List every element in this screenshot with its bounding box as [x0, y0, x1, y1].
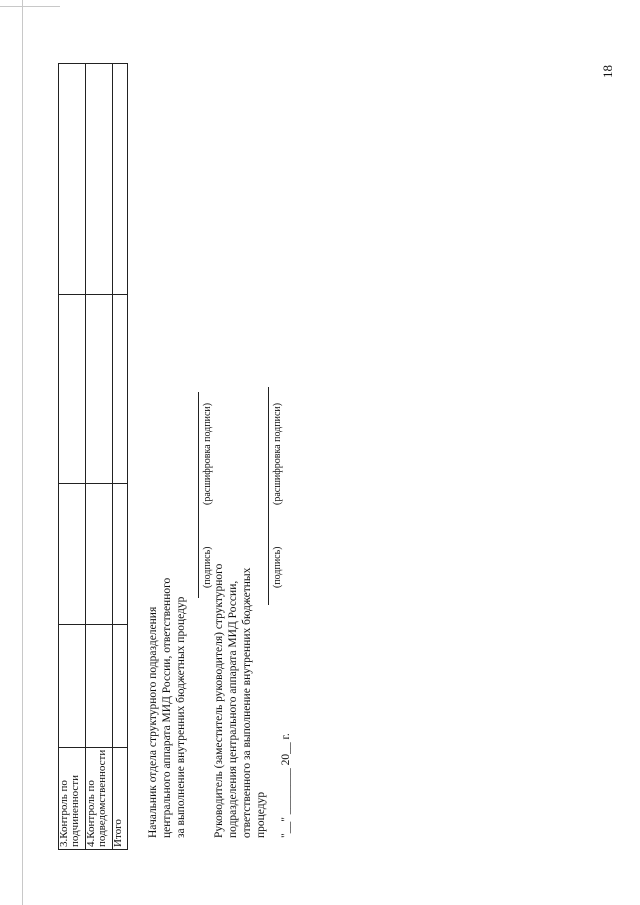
top-edge-line	[0, 6, 60, 7]
table-cell	[113, 294, 128, 483]
text-line: Руководитель (заместитель руководителя) структурного	[213, 563, 225, 838]
table-cell	[59, 483, 86, 624]
table-row	[86, 63, 113, 849]
decoding-caption: (расшифровка подписи)	[202, 402, 213, 505]
table-cell	[113, 624, 128, 747]
table-row	[113, 63, 128, 849]
table-cell	[86, 63, 113, 294]
table-row	[59, 63, 86, 849]
signature-line-2	[268, 387, 269, 605]
row-label: Итого	[113, 747, 128, 849]
text-line: ответственного за выполнение внутренних бюджетных	[241, 567, 253, 838]
signature-block-2	[212, 564, 268, 838]
signature-line-1	[198, 392, 199, 598]
page-number: 18	[600, 65, 615, 78]
table-cell	[86, 294, 113, 483]
table-cell	[59, 624, 86, 747]
table-cell	[59, 63, 86, 294]
rotated-content	[58, 50, 640, 850]
text-line: подразделения центрального аппарата МИД России,	[227, 580, 239, 838]
text-line: за выполнение внутренних бюджетных процедур	[175, 596, 187, 838]
signature-caption: (подпись)	[272, 546, 283, 588]
row-label: 3.Контроль по подчиненности	[59, 747, 86, 849]
table-grid	[58, 63, 128, 850]
decoding-caption: (расшифровка подписи)	[272, 402, 283, 505]
table-cell	[86, 624, 113, 747]
left-edge-line	[22, 0, 23, 905]
table-cell	[113, 63, 128, 294]
signature-block-1	[146, 578, 188, 838]
text-line: центрального аппарата МИД России, ответственного	[161, 577, 173, 838]
text-line: Начальник отдела структурного подразделения	[147, 606, 159, 838]
table-cell	[86, 483, 113, 624]
date-line: "__" ________ 20__ г.	[280, 733, 292, 838]
signature-caption: (подпись)	[202, 546, 213, 588]
text-line: процедур	[255, 791, 267, 838]
table-cell	[59, 294, 86, 483]
table-cell	[113, 483, 128, 624]
row-label: 4.Контроль по подведомственности	[86, 747, 113, 849]
